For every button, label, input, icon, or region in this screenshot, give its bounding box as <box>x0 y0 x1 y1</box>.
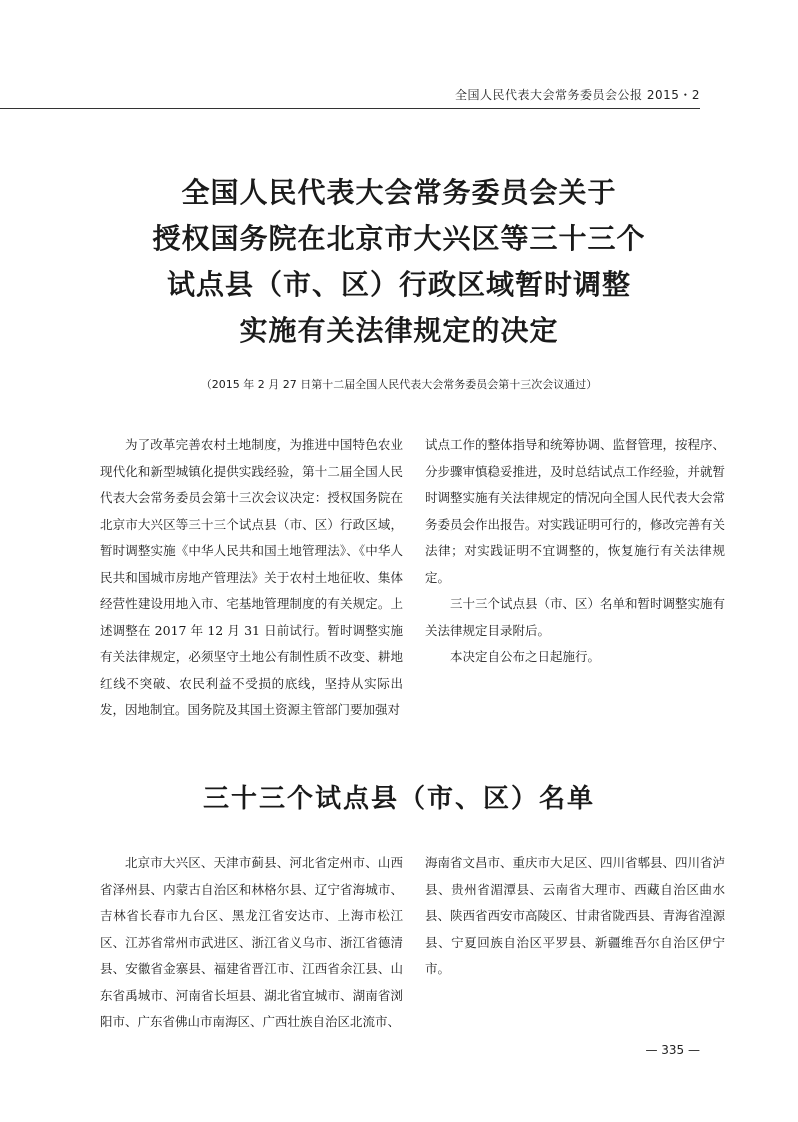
body-paragraph: 为了改革完善农村土地制度，为推进中国特色农业现代化和新型城镇化提供实践经验，第十二届全国人民代表大会常务委员会第十三次会议决定：授权国务院在北京市大兴区等三十三个试点县（市、区）行政区域，暂时调整实施《中华人民共和国土地管理法》、《中华人民共和国城市房地产管理法》关于农村土地征收、集体经营性建设用地入市、宅基地管理制度的有关规定。上述调整在 2017 年 12 月 31 日前试行。暂时调整实施有关法律规定，必须坚守土地公有制性质不改变、耕地红线不突破、农民利益不受损的底线，坚持从实际出发，因地制宜。国务院及其国土资源主管部门要加强对 <box>100 437 403 717</box>
running-header: 全国人民代表大会常务委员会公报 2015・2 <box>455 88 700 102</box>
adoption-note: （2015 年 2 月 27 日第十二届全国人民代表大会常务委员会第十三次会议通过） <box>200 378 598 391</box>
body-paragraph-continued: 试点工作的整体指导和统筹协调、监督管理，按程序、分步骤审慎稳妥推进，及时总结试点工作经验，并就暂时调整实施有关法律规定的情况向全国人民代表大会常务委员会作出报告。对实践证明可行的，修改完善有关法律；对实践证明不宜调整的，恢复施行有关法律规定。 <box>425 437 726 585</box>
list-column-right <box>425 850 725 983</box>
title-line: 试点县（市、区）行政区域暂时调整 <box>166 268 631 301</box>
list-column-left <box>100 850 403 1036</box>
section-title: 三十三个试点县（市、区）名单 <box>202 784 595 814</box>
header-rule <box>0 108 700 109</box>
body-column-right <box>425 432 725 671</box>
body-paragraph: 三十三个试点县（市、区）名单和暂时调整实施有关法律规定目录附后。 <box>425 596 726 638</box>
pilot-list-continued: 海南省文昌市、重庆市大足区、四川省郫县、四川省泸县、贵州省湄潭县、云南省大理市、西藏自治区曲水县、陕西省西安市高陵区、甘肃省陇西县、青海省湟源县、宁夏回族自治区平罗县、新疆维吾尔自治区伊宁市。 <box>425 855 726 976</box>
page-number: — 335 — <box>645 1043 700 1057</box>
pilot-list: 北京市大兴区、天津市蓟县、河北省定州市、山西省泽州县、内蒙古自治区和林格尔县、辽宁省海城市、吉林省长春市九台区、黑龙江省安达市、上海市松江区、江苏省常州市武进区、浙江省义乌市、浙江省德清县、安徽省金寨县、福建省晋江市、江西省余江县、山东省禹城市、河南省长垣县、湖北省宜城市、湖南省浏阳市、广东省佛山市南海区、广西壮族自治区北流市、 <box>100 855 403 1029</box>
title-line: 实施有关法律规定的决定 <box>239 314 559 347</box>
title-line: 授权国务院在北京市大兴区等三十三个 <box>152 222 646 255</box>
title-line: 全国人民代表大会常务委员会关于 <box>181 176 617 209</box>
document-title <box>0 170 798 354</box>
body-column-left <box>100 432 403 724</box>
body-paragraph: 本决定自公布之日起施行。 <box>450 649 601 664</box>
